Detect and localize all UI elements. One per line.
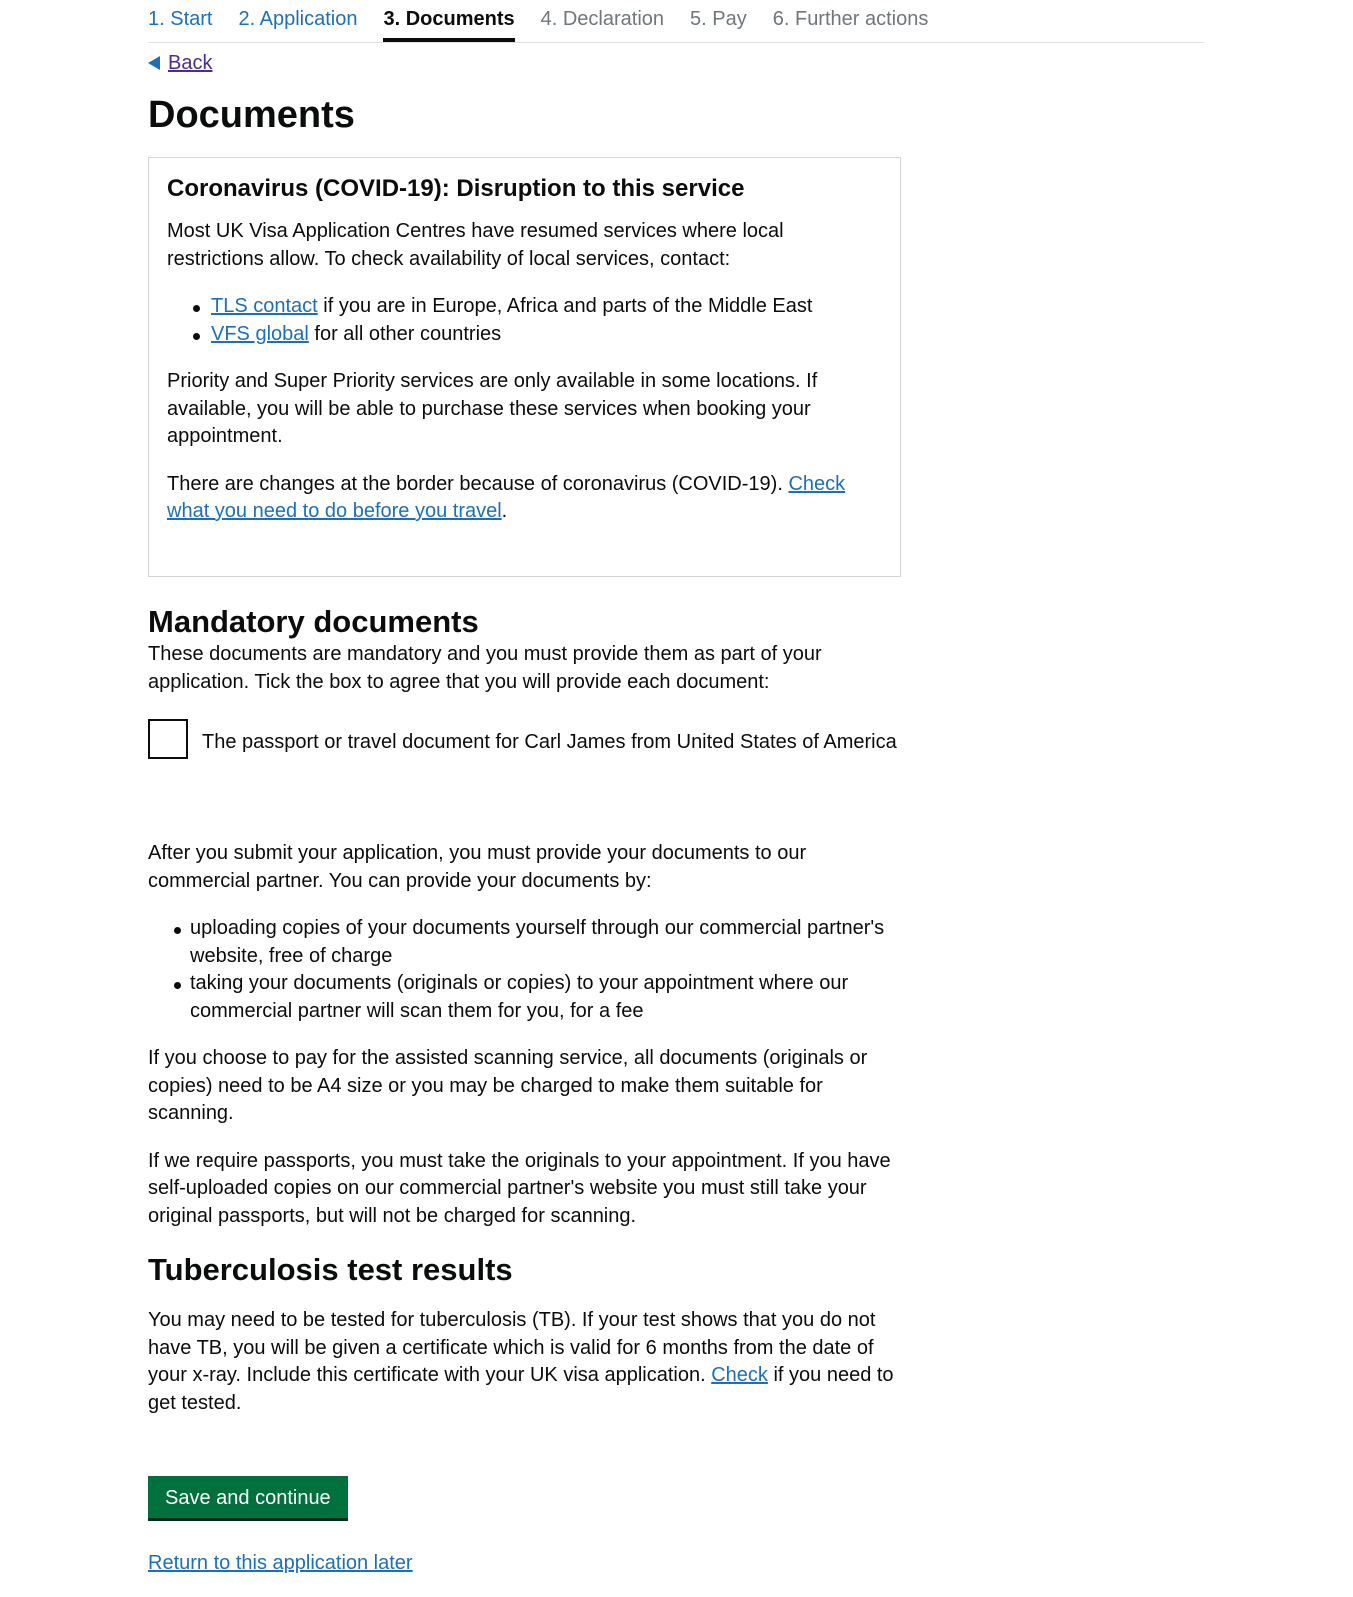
tb-end: if you need to get tested. xyxy=(148,1364,894,1414)
back-arrow-icon xyxy=(148,56,160,70)
list-item xyxy=(167,293,882,321)
tls-contact-link[interactable]: TLS contact xyxy=(211,295,318,317)
priority-text: Priority and Super Priority services are only available in some locations. If available, you will be able to purchase these services when booking your appointment. xyxy=(167,370,818,447)
notice-intro: Most UK Visa Application Centres have resumed services where local restrictions allow. To check availability of local services, contact: xyxy=(167,220,784,270)
step-navigation xyxy=(148,0,1204,43)
list-item: uploading copies of your documents yourself through our commercial partner's website, free of charge xyxy=(148,915,908,970)
after-submission-section xyxy=(148,840,908,1250)
vfs-text: for all other countries xyxy=(308,322,502,345)
list-item xyxy=(167,321,882,349)
step-documents: 3. Documents xyxy=(383,0,514,42)
page-wrapper xyxy=(148,0,1204,1574)
page-title: Documents xyxy=(148,94,355,136)
tb-heading: Tuberculosis test results xyxy=(148,1252,513,1287)
tb-text: You may need to be tested for tuberculosis (TB). If your test shows that you do not have TB, you will be given a certificate which is valid for 6 months from the date of your x-ray. Include this certificate with your UK visa application. xyxy=(148,1309,876,1386)
check-travel-link[interactable]: Check what you need to do before you travel xyxy=(167,472,846,522)
border-text: There are changes at the border because of coronavirus (COVID-19). xyxy=(167,472,789,495)
border-end: . xyxy=(501,500,508,522)
after-intro: After you submit your application, you must provide your documents to our commercial partner. You can provide your documents by: xyxy=(148,842,807,892)
tb-check-link[interactable]: Check xyxy=(711,1364,768,1386)
step-further-actions: 6. Further actions xyxy=(772,8,929,30)
list-item: taking your documents (originals or copies) to your appointment where our commercial partner will scan them for you, for a fee xyxy=(148,970,908,1025)
mandatory-heading: Mandatory documents xyxy=(148,604,479,639)
tb-paragraph xyxy=(148,1307,908,1417)
scanning-text: If you choose to pay for the assisted scanning service, all documents (originals or copies) need to be A4 size or you may be charged to make them suitable for scanning. xyxy=(148,1047,868,1124)
back-link[interactable]: Back xyxy=(168,52,213,74)
passport-checkbox-row[interactable] xyxy=(148,719,908,759)
step-start[interactable]: 1. Start xyxy=(148,8,213,30)
passport-checkbox-label[interactable]: The passport or travel document for Carl James from United States of America xyxy=(202,731,897,753)
step-application[interactable]: 2. Application xyxy=(238,8,358,30)
tls-text: if you are in Europe, Africa and parts of the Middle East xyxy=(317,295,813,317)
notice-title: Coronavirus (COVID-19): Disruption to this service xyxy=(167,175,745,202)
border-paragraph xyxy=(167,471,882,526)
mandatory-intro: These documents are mandatory and you must provide them as part of your application. Tick the box to agree that you will provide each document: xyxy=(148,643,822,693)
passports-text: If we require passports, you must take the originals to your appointment. If you have self-uploaded copies on our commercial partner's website you must still take your original passports, but will not be charged for scanning. xyxy=(148,1149,891,1227)
vfs-global-link[interactable]: VFS global xyxy=(211,322,309,345)
step-declaration: 4. Declaration xyxy=(540,8,665,30)
passport-checkbox[interactable] xyxy=(148,719,188,759)
contact-list xyxy=(167,293,882,348)
back-link-row xyxy=(148,51,212,75)
return-later-link[interactable]: Return to this application later xyxy=(148,1552,413,1574)
covid-notice xyxy=(148,157,901,577)
provide-options-list xyxy=(148,915,908,1025)
step-pay: 5. Pay xyxy=(690,8,747,30)
save-and-continue-button[interactable]: Save and continue xyxy=(148,1476,348,1518)
